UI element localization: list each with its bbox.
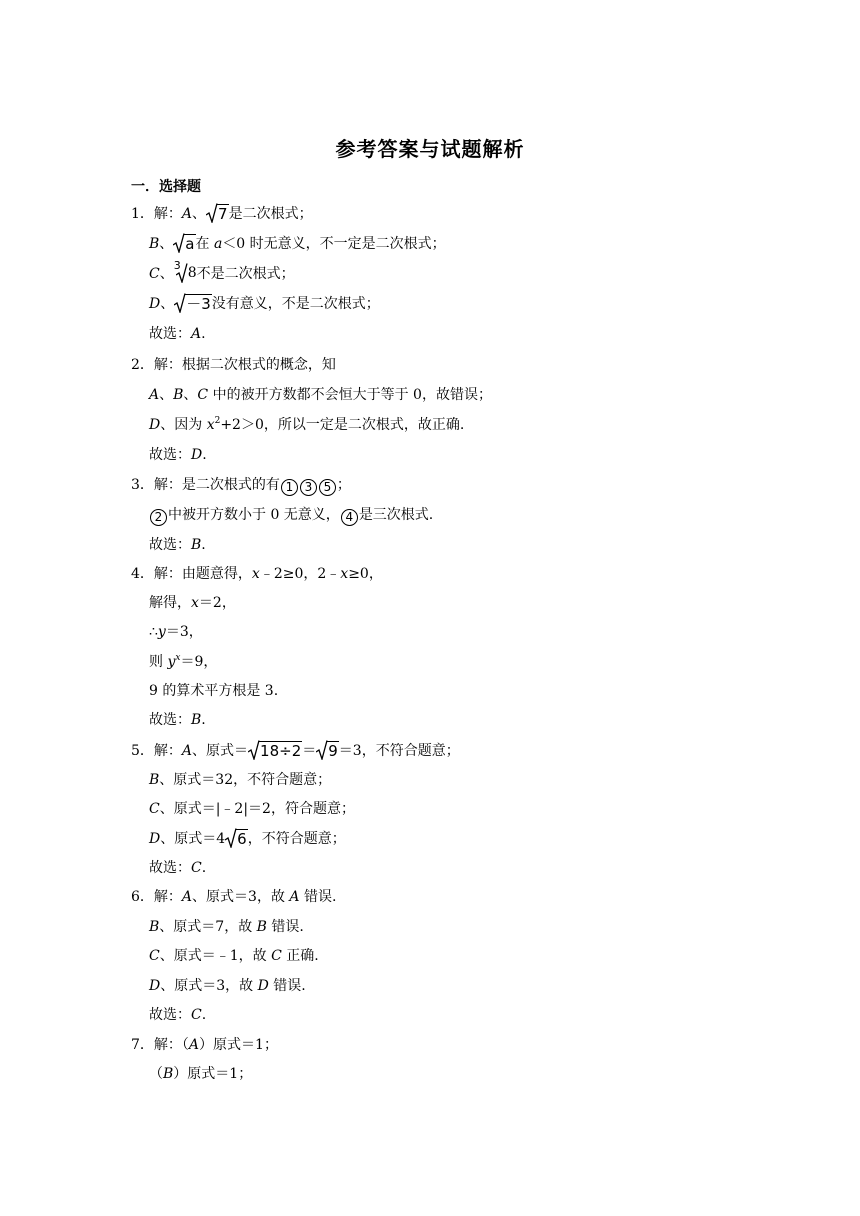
q2-line-1: 2．解：根据二次根式的概念，知 — [131, 357, 336, 373]
q7-line-1: 7．解：（A）原式＝1； — [131, 1037, 278, 1053]
q1-line-2: B、 a 在 a＜0 时无意义，不一定是二次根式； — [149, 235, 446, 253]
sqrt-symbol: 7 — [206, 203, 229, 223]
circled-number: 5 — [319, 479, 336, 496]
q5-line-3: C、原式＝|﹣2|＝2，符合题意； — [149, 801, 355, 817]
circled-number: 3 — [300, 479, 317, 496]
q4-line-3: ∴y＝3， — [149, 624, 203, 640]
q2-line-2: A、B、C 中的被开方数都不会恒大于等于 0，故错误； — [149, 387, 492, 403]
q6-answer: 故选：C. — [149, 1007, 207, 1023]
sqrt-symbol: 6 — [225, 828, 248, 848]
q5-line-1: 5．解：A、原式＝ 18÷2 ＝ 9 ＝3，不符合题意； — [131, 742, 460, 760]
q6-line-1: 6．解：A、原式＝3，故 A 错误. — [131, 889, 337, 905]
q6-line-4: D、原式＝3，故 D 错误. — [149, 978, 306, 994]
page-title: 参考答案与试题解析 — [335, 137, 525, 161]
q4-line-5: 9 的算术平方根是 3. — [149, 683, 279, 699]
q5-line-2: B、原式＝32，不符合题意； — [149, 772, 332, 788]
q3-line-1: 3．解：是二次根式的有 1 3 5 ； — [131, 477, 351, 494]
q6-line-2: B、原式＝7，故 B 错误. — [149, 919, 304, 935]
q7-line-2: （B）原式＝1； — [149, 1066, 253, 1082]
q1-line-1: 1．解：A、 7 是二次根式； — [131, 205, 313, 223]
section-heading: 一．选择题 — [131, 179, 201, 195]
q6-line-3: C、原式＝﹣1，故 C 正确. — [149, 948, 319, 964]
q4-line-1: 4．解：由题意得，x﹣2≥0，2﹣x≥0， — [131, 566, 383, 582]
q5-line-4: D、原式＝4 6 ，不符合题意； — [149, 830, 346, 848]
q1-line-4: D、 －3 没有意义，不是二次根式； — [149, 295, 380, 313]
q1-line-3: C、 3 8 不是二次根式； — [149, 259, 295, 282]
q2-answer: 故选：D. — [149, 447, 207, 463]
sqrt-symbol: 18÷2 — [248, 740, 302, 760]
q2-line-3: D、因为 $x^2+2>0$，所以一定是二次根式，故正确. — [149, 416, 465, 433]
cube-root-symbol: 3 8 — [173, 259, 197, 281]
q3-answer: 故选：B. — [149, 537, 206, 553]
q4-line-4: 则 $y^x=9$， — [149, 653, 218, 670]
q5-answer: 故选：C. — [149, 860, 207, 876]
q3-line-2: 2 中被开方数小于 0 无意义， 4 是三次根式. — [149, 505, 433, 526]
sqrt-symbol: 9 — [316, 740, 339, 760]
sqrt-symbol: －3 — [174, 293, 212, 313]
sqrt-symbol: a — [173, 233, 195, 253]
circled-number: 4 — [341, 509, 358, 526]
circled-number: 2 — [150, 509, 167, 526]
q4-answer: 故选：B. — [149, 712, 206, 728]
q4-line-2: 解得，x＝2， — [149, 595, 236, 611]
q1-answer: 故选：A. — [149, 326, 206, 342]
circled-number: 1 — [281, 479, 298, 496]
